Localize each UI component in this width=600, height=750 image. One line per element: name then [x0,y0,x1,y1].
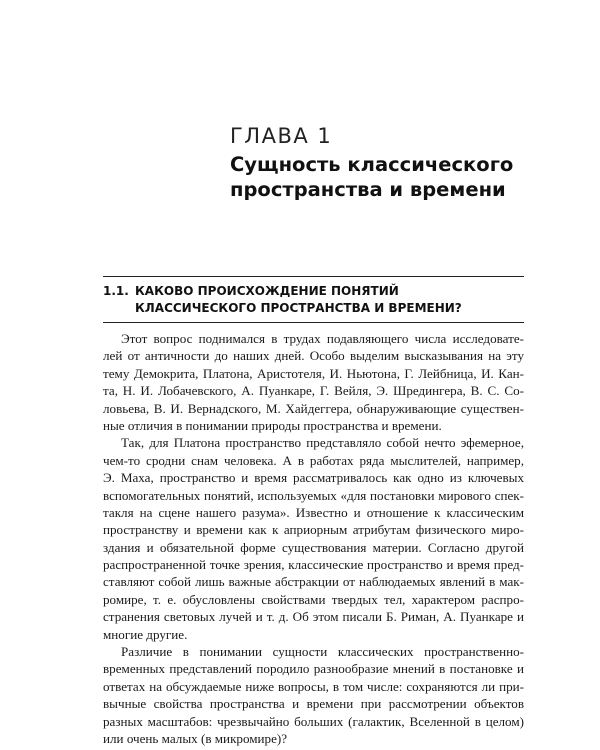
text-line: Этот вопрос поднимался в трудах подавляющего числа исследовате- [121,331,524,346]
text-line: лей от античности до наших дней. Особо выделим высказывания на эту [103,348,524,364]
text-line: ромире, т. е. обусловлены свойствами твердых тел, характером распро- [103,591,524,607]
text-line: многие другие. [103,626,188,642]
section-heading [103,283,524,317]
text-line: здания и обязательной форме существования материи. Согласно другой [103,539,524,555]
section-rule-bottom [103,322,524,323]
text-line: ловьева, В. И. Вернадского, М. Хайдеггера, обнаруживающие существен- [103,400,524,416]
text-line: разных масштабов: чрезвычайно больших (галактик, Вселенной в целом) [103,713,524,729]
text-line: тему Демокрита, Платона, Аристотеля, И. Ньютона, Г. Лейбница, И. Кан- [103,365,524,381]
text-line: ответах на обсуждаемые ниже вопросы, в том числе: сохраняются ли при- [103,678,524,694]
text-line: вспомогательных понятий, используемых «для постановки мирового спек- [103,487,524,503]
text-line: ставляют собой лишь важные абстракции от наблюдаемых явлений в мак- [103,574,524,590]
text-line: ные отличия в понимании природы пространства и времени. [103,417,442,433]
chapter-title-line: Сущность классического [230,153,514,176]
text-line: или очень малых (в микромире)? [103,730,288,746]
text-line: вычные свойства пространства и времени при рассмотрении объектов [103,696,524,712]
text-line: Различие в понимании сущности классических пространственно- [121,644,524,660]
chapter-label: ГЛАВА 1 [230,124,333,148]
text-line: чем-то сродни снам человека. А в работах ряда мыслителей, например, [103,452,524,468]
section-number: 1.1. [103,284,129,298]
text-line: Так, для Платона пространство представляло собой нечто эфемерное, [121,435,524,451]
text-line: странения световых лучей и т. д. Об этом писали Б. Риман, А. Пуанкаре и [103,609,524,625]
section-heading-text: КАКОВО ПРОИСХОЖДЕНИЕ ПОНЯТИЙ [135,284,399,298]
section-heading-line [103,283,524,300]
text-line: пространству и времени как к априорным атрибутам физического миро- [103,522,524,538]
text-line: Э. Маха, пространство и время рассматривалось как одно из ключевых [103,470,524,486]
text-line: распространенной точке зрения, классические пространство и время пред- [103,557,524,573]
chapter-title-line: пространства и времени [230,178,506,201]
text-line: та, Н. И. Лобачевского, А. Пуанкаре, Г. Вейля, Э. Шредингера, В. С. Со- [103,383,524,399]
chapter-title [230,152,513,202]
text-line: временных представлений породило разнообразие мнений в постановке и [103,661,524,677]
text-line: такля на сцене нашего разума». Известно и отношение к классическим [103,504,524,520]
section-heading-line: КЛАССИЧЕСКОГО ПРОСТРАНСТВА И ВРЕМЕНИ? [135,301,462,315]
section-rule-top [103,276,524,277]
body-text [103,330,524,747]
